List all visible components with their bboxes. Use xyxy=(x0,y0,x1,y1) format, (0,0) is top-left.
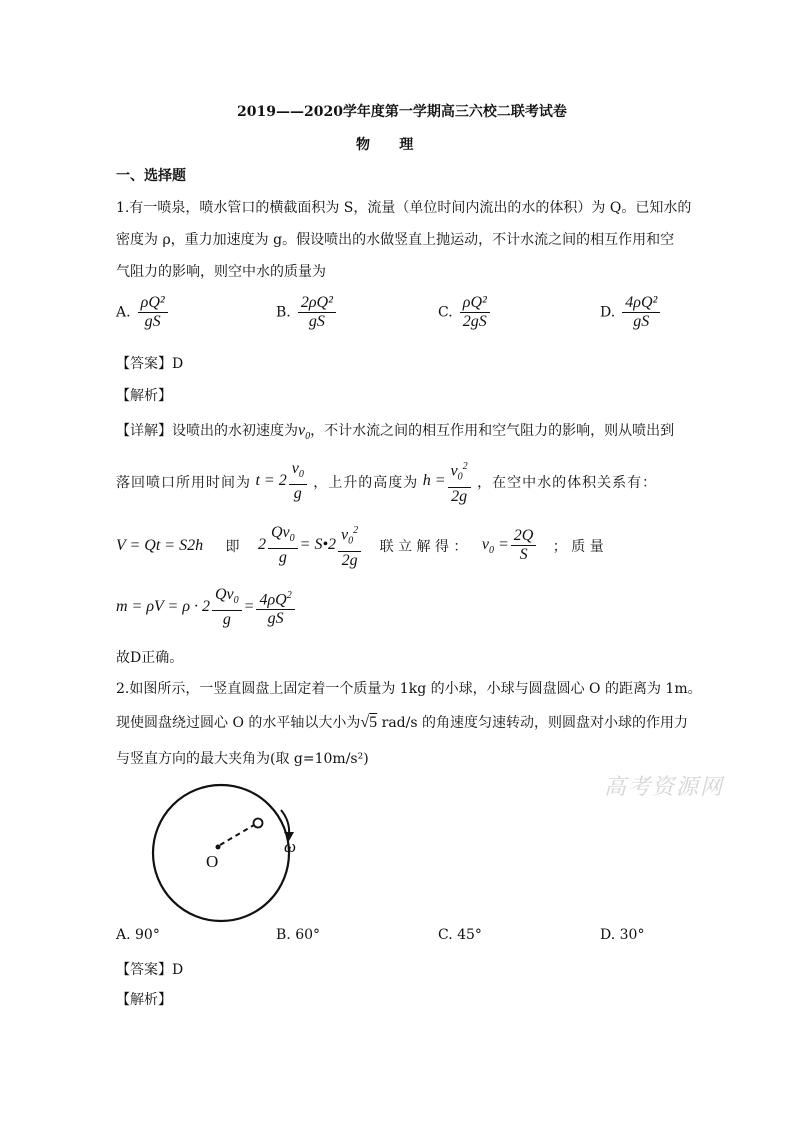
q1-detail-line-3 xyxy=(116,522,686,570)
q1-analysis-label: 【解析】 xyxy=(116,388,172,404)
rotating-disc-figure xyxy=(140,778,330,928)
disc-circle xyxy=(153,785,289,921)
subject-title: 物 理 xyxy=(356,137,414,153)
q1-detail-line-1 xyxy=(116,420,674,442)
time-formula: t = 2 $\frac{v_0}{g}$ xyxy=(255,472,308,489)
q1-option-a xyxy=(116,294,170,331)
detail-text: 联 立 解 得 ： xyxy=(379,538,468,555)
center-label: O xyxy=(206,852,219,871)
option-denominator: 2gS xyxy=(462,313,487,330)
omega-label: ω xyxy=(284,837,297,856)
q1-detail-line-2 xyxy=(116,458,657,506)
option-numerator: ρQ² xyxy=(138,294,168,313)
q1-option-b xyxy=(276,294,338,331)
detail-text: 即 xyxy=(225,538,240,555)
detail-text: 设喷出的水初速度为 xyxy=(172,423,298,439)
volume-formula: V = Qt = S2h xyxy=(116,536,204,554)
q2-line-1: 2.如图所示，一竖直圆盘上固定着一个质量为 1kg 的小球，小球与圆盘圆心 O 的距离为 1m。 xyxy=(116,681,702,697)
option-label: D. xyxy=(600,304,616,321)
detail-text: 落回喷口所用时间为 xyxy=(116,474,251,491)
q2-option-b: B. 60° xyxy=(276,927,321,943)
volume-equation: 2 $\frac{Qv_0}{g}$ = S•2 $\frac{v_0^2}{2g}$ xyxy=(258,536,363,553)
option-numerator: 2ρQ² xyxy=(298,294,336,313)
option-denominator: gS xyxy=(144,313,161,330)
q2-option-c: C. 45° xyxy=(438,927,482,943)
q2-option-a: A. 90° xyxy=(116,927,160,943)
q2-analysis-label: 【解析】 xyxy=(116,992,172,1008)
v0-symbol: $v_0$ xyxy=(298,422,311,443)
q1-option-d xyxy=(600,294,662,331)
option-denominator: gS xyxy=(633,313,650,330)
q1-line-1: 1.有一喷泉，喷水管口的横截面积为 S，流量（单位时间内流出的水的体积）为 Q。已知水的 xyxy=(116,200,692,216)
option-denominator: gS xyxy=(308,313,325,330)
q2-answer: 【答案】D xyxy=(116,962,184,978)
q2-line-2 xyxy=(116,712,688,732)
radius-line xyxy=(220,825,254,845)
q1-answer: 【答案】D xyxy=(116,356,184,372)
sqrt-expression: √5 xyxy=(360,714,378,731)
option-label: C. xyxy=(438,304,453,321)
q2-line-3: 与竖直方向的最大夹角为(取 g=10m/s²) xyxy=(116,751,369,767)
option-label: B. xyxy=(276,304,291,321)
detail-text: ； 质 量 xyxy=(552,538,604,555)
center-point xyxy=(216,845,221,850)
section-title: 一、选择题 xyxy=(116,168,186,184)
detail-text: ，上升的高度为 xyxy=(313,474,419,491)
detail-text: ，在空中水的体积关系有： xyxy=(477,474,658,491)
q1-conclusion: 故D正确。 xyxy=(116,650,184,666)
v0-solution: $v_0$ = $\frac{2Q}{S}$ xyxy=(482,536,538,553)
sqrt-value: 5 xyxy=(369,714,378,731)
option-label: A. xyxy=(116,304,131,321)
q2-text-cont: rad/s 的角速度匀速转动，则圆盘对小球的作用力 xyxy=(377,715,688,731)
detail-text-cont: ，不计水流之间的相互作用和空气阻力的影响，则从喷出到 xyxy=(310,423,675,439)
small-ball xyxy=(254,819,263,828)
watermark: 高考资源网 xyxy=(604,775,725,800)
height-formula: h = $\frac{v_0^2}{2g}$ xyxy=(423,472,473,489)
option-numerator: ρQ² xyxy=(460,294,490,313)
q2-text: 现使圆盘绕过圆心 O 的水平轴以大小为 xyxy=(116,715,361,731)
q2-option-d: D. 30° xyxy=(600,927,645,943)
option-numerator: 4ρQ² xyxy=(622,294,660,313)
exam-title: 2019——2020学年度第一学期高三六校二联考试卷 xyxy=(237,104,567,120)
detail-tag: 【详解】 xyxy=(116,423,172,439)
q1-option-c xyxy=(438,294,492,331)
q1-line-2: 密度为 ρ，重力加速度为 g。假设喷出的水做竖直上抛运动，不计水流之间的相互作用和空 xyxy=(116,232,675,248)
q1-mass-formula: m = ρV = ρ · 2 $\frac{Qv_0}{g}$ = $\frac{4\rho Q^2}{gS}$ xyxy=(116,586,297,629)
q1-line-3: 气阻力的影响，则空中水的质量为 xyxy=(116,264,326,280)
